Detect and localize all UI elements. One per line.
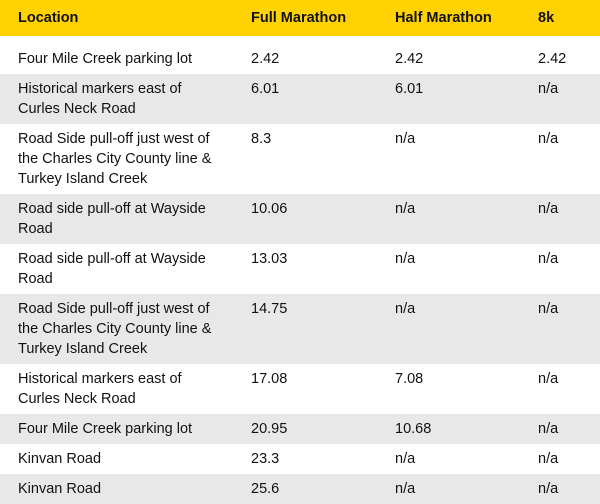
- table-row: [0, 444, 600, 474]
- header-location: Location: [18, 10, 79, 26]
- cell-8k: 2.42: [520, 44, 600, 74]
- table-row: [0, 124, 600, 194]
- cell-full-marathon: 10.06: [233, 194, 377, 244]
- cell-8k: n/a: [520, 364, 600, 414]
- cell-half-marathon: n/a: [377, 124, 520, 194]
- cell-full-marathon: 23.3: [233, 444, 377, 474]
- cell-location: Road Side pull-off just west of the Charles City County line & Turkey Island Creek: [0, 124, 233, 194]
- cell-8k: n/a: [520, 294, 600, 364]
- cell-location: Four Mile Creek parking lot: [0, 44, 233, 74]
- cell-half-marathon: n/a: [377, 194, 520, 244]
- cell-8k: n/a: [520, 124, 600, 194]
- table-row: [0, 74, 600, 124]
- header-8k: 8k: [538, 10, 555, 26]
- table-row: [0, 294, 600, 364]
- cell-half-marathon: n/a: [377, 444, 520, 474]
- cell-full-marathon: 6.01: [233, 74, 377, 124]
- cell-location: Road side pull-off at Wayside Road: [0, 194, 233, 244]
- cell-full-marathon: 8.3: [233, 124, 377, 194]
- cell-8k: n/a: [520, 414, 600, 444]
- table-row: [0, 244, 600, 294]
- cell-full-marathon: 17.08: [233, 364, 377, 414]
- header-half-marathon: Half Marathon: [395, 10, 492, 26]
- cell-8k: n/a: [520, 444, 600, 474]
- cell-8k: n/a: [520, 194, 600, 244]
- table-header-row: [0, 0, 600, 36]
- cell-half-marathon: 2.42: [377, 44, 520, 74]
- cell-location: Four Mile Creek parking lot: [0, 414, 233, 444]
- cell-half-marathon: 7.08: [377, 364, 520, 414]
- cell-location: Kinvan Road: [0, 474, 233, 504]
- cell-full-marathon: 14.75: [233, 294, 377, 364]
- cell-location: Kinvan Road: [0, 444, 233, 474]
- table-row: [0, 364, 600, 414]
- cell-half-marathon: 10.68: [377, 414, 520, 444]
- cell-full-marathon: 20.95: [233, 414, 377, 444]
- table-row: [0, 44, 600, 74]
- cell-location: Road Side pull-off just west of the Charles City County line & Turkey Island Creek: [0, 294, 233, 364]
- cell-half-marathon: n/a: [377, 474, 520, 504]
- cell-location: Historical markers east of Curles Neck Road: [0, 74, 233, 124]
- cell-half-marathon: n/a: [377, 244, 520, 294]
- header-spacer: [0, 36, 600, 44]
- cell-full-marathon: 2.42: [233, 44, 377, 74]
- table-row: [0, 194, 600, 244]
- cell-8k: n/a: [520, 74, 600, 124]
- table-row: [0, 414, 600, 444]
- cell-full-marathon: 13.03: [233, 244, 377, 294]
- cell-location: Road side pull-off at Wayside Road: [0, 244, 233, 294]
- header-full-marathon: Full Marathon: [251, 10, 347, 26]
- cell-half-marathon: 6.01: [377, 74, 520, 124]
- cell-full-marathon: 25.6: [233, 474, 377, 504]
- table-row: [0, 474, 600, 504]
- cell-8k: n/a: [520, 244, 600, 294]
- cell-8k: n/a: [520, 474, 600, 504]
- cell-half-marathon: n/a: [377, 294, 520, 364]
- cell-location: Historical markers east of Curles Neck Road: [0, 364, 233, 414]
